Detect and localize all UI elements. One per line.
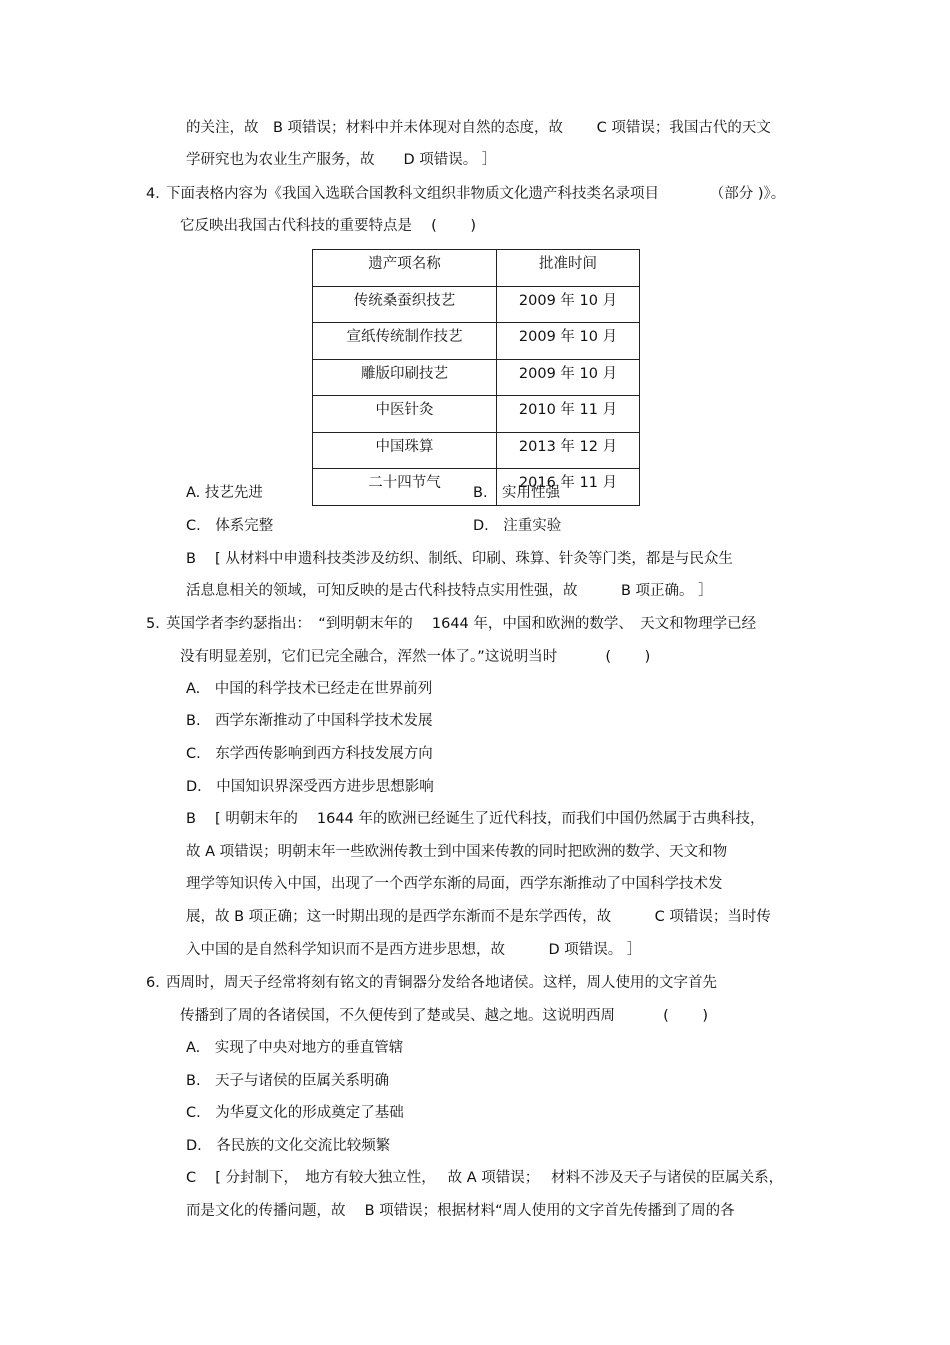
q5-stem-line-2: 没有明显差别，它们已完全融合，浑然一体了。”这说明当时 ( ) bbox=[180, 649, 651, 665]
table-cell-name: 中医针灸 bbox=[313, 396, 497, 433]
q5-answer-line-4: 展，故 B 项正确；这一时期出现的是西学东渐而不是东学西传，故 C 项错误；当时传 bbox=[186, 909, 771, 925]
table-header-row bbox=[313, 250, 640, 287]
q6-option-a: A. 实现了中央对地方的垂直管辖 bbox=[186, 1040, 404, 1056]
q3-explanation-line-1: 的关注，故 B 项错误；材料中并未体现对自然的态度，故 C 项错误；我国古代的天文 bbox=[186, 120, 771, 136]
q5-option-c: C. 东学西传影响到西方科技发展方向 bbox=[186, 746, 433, 762]
q6-option-d: D. 各民族的文化交流比较频繁 bbox=[186, 1138, 391, 1154]
q5-stem-line-1: 英国学者李约瑟指出： “到明朝末年的 1644 年，中国和欧洲的数学、 天文和物理学已经 bbox=[166, 616, 757, 632]
table-cell-date: 2010 年 11 月 bbox=[497, 396, 640, 433]
q5-answer-line-1: B [ 明朝末年的 1644 年的欧洲已经诞生了近代科技，而我们中国仍然属于古典科技， bbox=[186, 811, 765, 827]
q5-answer-line-5: 入中国的是自然科学知识而不是西方进步思想，故 D 项错误。 ］ bbox=[186, 942, 642, 958]
q6-answer-line-2: 而是文化的传播问题，故 B 项错误；根据材料“周人使用的文字首先传播到了周的各 bbox=[186, 1203, 735, 1219]
table-row bbox=[313, 359, 640, 396]
table-header-name: 遗产项名称 bbox=[313, 250, 497, 287]
q4-stem-line-1: 下面表格内容为《我国入选联合国教科文组织非物质文化遗产科技类名录项目 （部分 )》。 bbox=[166, 186, 786, 202]
q5-answer-line-2: 故 A 项错误；明朝末年一些欧洲传教士到中国来传教的同时把欧洲的数学、天文和物 bbox=[186, 844, 728, 860]
q5-option-b: B. 西学东渐推动了中国科学技术发展 bbox=[186, 713, 433, 729]
q4-answer-line-2: 活息息相关的领域，可知反映的是古代科技特点实用性强，故 B 项正确。 ］ bbox=[186, 583, 713, 599]
q4-option-c: C. 体系完整 bbox=[186, 518, 274, 534]
q6-option-c: C. 为华夏文化的形成奠定了基础 bbox=[186, 1105, 404, 1121]
table-row bbox=[313, 432, 640, 469]
q4-answer-line-1: B [ 从材料中申遗科技类涉及纺织、制纸、印刷、珠算、针灸等门类，都是与民众生 bbox=[186, 551, 733, 567]
table-cell-name: 传统桑蚕织技艺 bbox=[313, 286, 497, 323]
table-row bbox=[313, 323, 640, 360]
table-cell-name: 二十四节气 bbox=[313, 469, 497, 506]
q6-option-b: B. 天子与诸侯的臣属关系明确 bbox=[186, 1073, 390, 1089]
table-row bbox=[313, 396, 640, 433]
q6-number: 6． bbox=[146, 975, 170, 991]
table-cell-name: 雕版印刷技艺 bbox=[313, 359, 497, 396]
table-row bbox=[313, 286, 640, 323]
q4-number: 4． bbox=[146, 186, 170, 202]
q4-option-a: A. 技艺先进 bbox=[186, 485, 263, 501]
q5-answer-line-3: 理学等知识传入中国，出现了一个西学东渐的局面，西学东渐推动了中国科学技术发 bbox=[186, 876, 723, 892]
q5-option-a: A. 中国的科学技术已经走在世界前列 bbox=[186, 681, 433, 697]
q5-option-d: D. 中国知识界深受西方进步思想影响 bbox=[186, 779, 434, 795]
q6-answer-line-1: C [ 分封制下， 地方有较大独立性， 故 A 项错误； 材料不涉及天子与诸侯的臣属关系， bbox=[186, 1170, 784, 1186]
q6-stem-line-1: 西周时，周天子经常将刻有铭文的青铜器分发给各地诸侯。这样，周人使用的文字首先 bbox=[166, 975, 717, 991]
table-cell-name: 中国珠算 bbox=[313, 432, 497, 469]
table-cell-date: 2013 年 12 月 bbox=[497, 432, 640, 469]
table-cell-date: 2009 年 10 月 bbox=[497, 286, 640, 323]
q4-option-d: D. 注重实验 bbox=[473, 518, 562, 534]
q3-explanation-line-2: 学研究也为农业生产服务，故 D 项错误。 ］ bbox=[186, 152, 497, 168]
table-cell-date: 2016 年 11 月 bbox=[497, 469, 640, 506]
table-cell-date: 2009 年 10 月 bbox=[497, 323, 640, 360]
q4-stem-line-2: 它反映出我国古代科技的重要特点是 ( ) bbox=[180, 218, 477, 234]
q6-stem-line-2: 传播到了周的各诸侯国，不久便传到了楚或吴、越之地。这说明西周 ( ) bbox=[180, 1008, 709, 1024]
table-header-date: 批准时间 bbox=[497, 250, 640, 287]
heritage-table bbox=[312, 249, 640, 506]
table-cell-name: 宣纸传统制作技艺 bbox=[313, 323, 497, 360]
q5-number: 5． bbox=[146, 616, 170, 632]
q4-option-b: B. 实用性强 bbox=[473, 485, 561, 501]
table-cell-date: 2009 年 10 月 bbox=[497, 359, 640, 396]
